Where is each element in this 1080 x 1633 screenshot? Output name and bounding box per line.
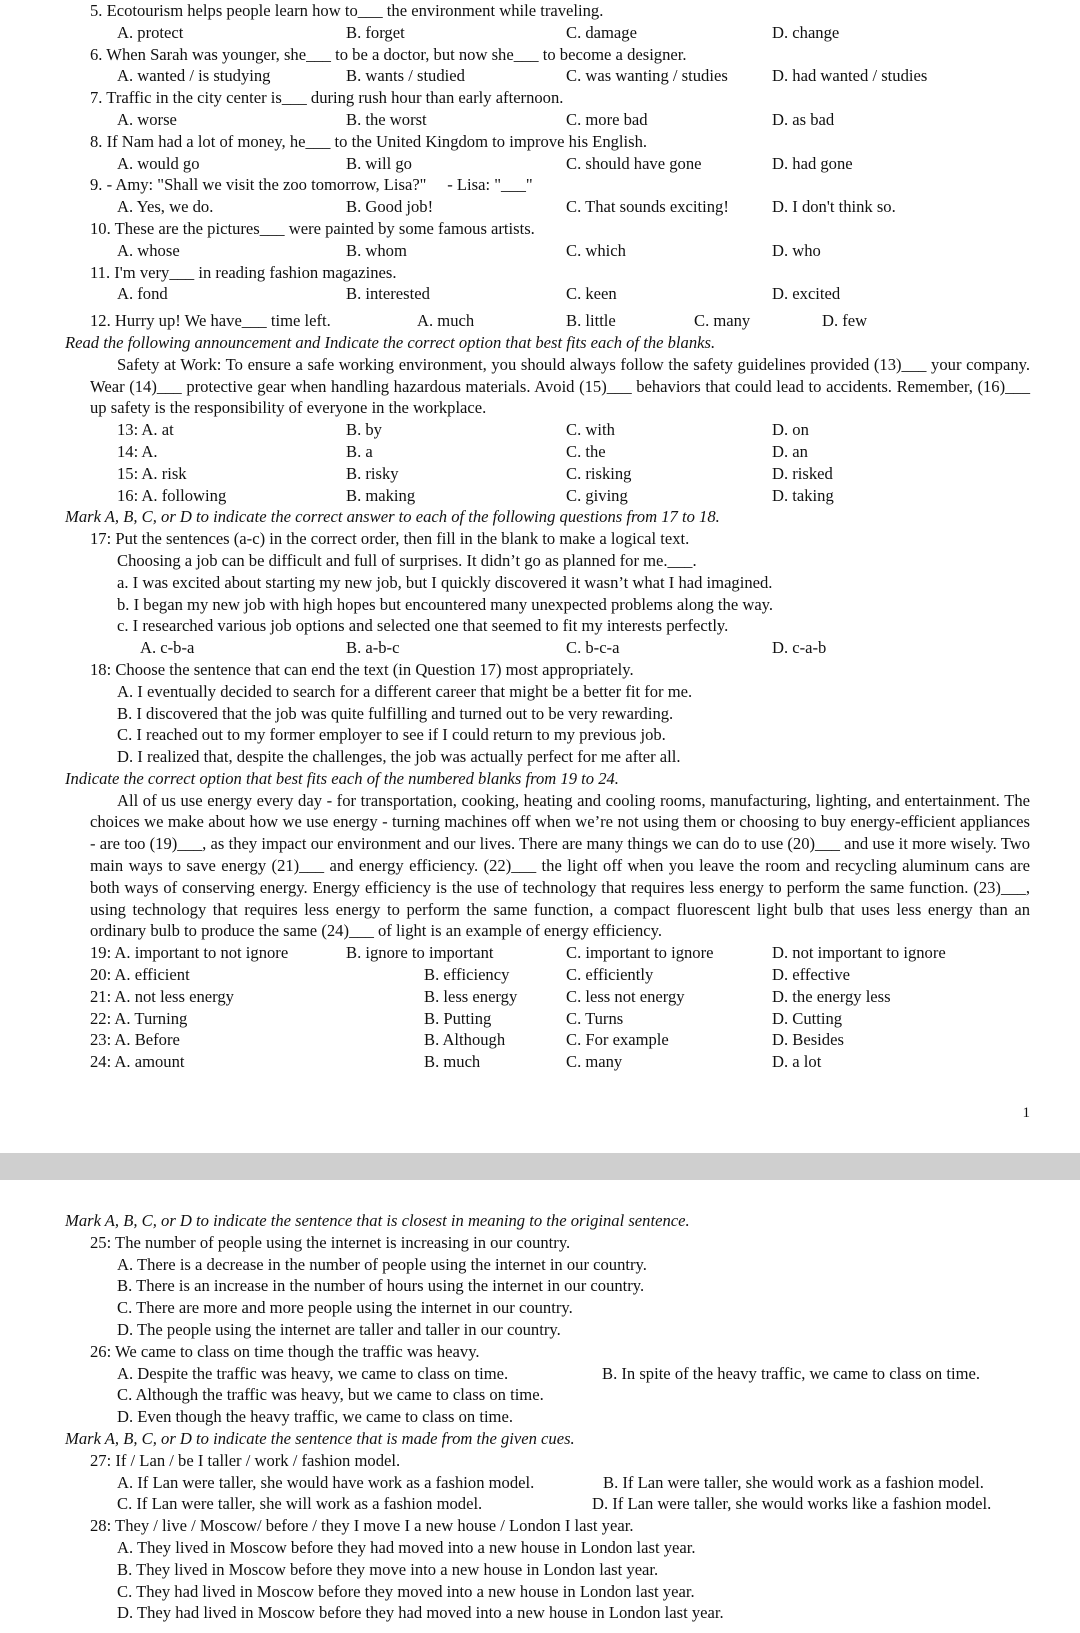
option-d: D. had wanted / studies	[772, 66, 928, 86]
option-d: D. on	[772, 420, 809, 440]
question-24-options	[0, 1051, 1080, 1073]
option-d: D. If Lan were taller, she would works like a fashion model.	[592, 1494, 992, 1514]
question-12-row	[0, 310, 1080, 332]
option-d: D. The people using the internet are taller and taller in our country.	[117, 1319, 561, 1339]
option-c: C. giving	[566, 485, 628, 505]
option-a: 23: A. Before	[90, 1030, 180, 1050]
question-12-stem: 12. Hurry up! We have___ time left.	[90, 311, 331, 331]
option-a: A. Yes, we do.	[117, 197, 214, 217]
option-c: C. damage	[566, 22, 637, 42]
question-26-options-ab	[0, 1363, 1080, 1385]
option-b: B. whom	[346, 240, 407, 260]
question-7-options	[0, 109, 1080, 131]
option-c: C. That sounds exciting!	[566, 197, 729, 217]
option-a: A. They lived in Moscow before they had moved into a new house in London last year.	[117, 1537, 696, 1557]
option-b: B. I discovered that the job was quite fulfilling and turned out to be very rewarding.	[117, 703, 674, 723]
passage-19-24: All of us use energy every day - for transportation, cooking, heating and cooling rooms, manufacturing, lighting, and entertainment. The choices we make about how we use energy - turning machines off when we’re not using them or choosing to buy energy-efficient appliances - are too (19)___, as they impact our environment and our lives. There are many things we can do to use (20)___ and use it more wisely. Two main ways to save energy (21)___ and energy efficiency. (22)___ the light off when you leave the room and recycling aluminum cans are both ways of conserving energy. Energy efficiency is the use of technology that requires less energy to perform the same function. (23)___, using technology that requires less energy to perform the same function, a compact fluorescent light bulb that uses less energy than an ordinary bulb to produce the same (24)___ of light is an example of energy efficiency.	[90, 790, 1030, 941]
question-18-stem: 18: Choose the sentence that can end the text (in Question 17) most appropriately.	[90, 659, 634, 679]
option-c: C. the	[566, 441, 606, 461]
option-c: C. more bad	[566, 109, 648, 129]
option-b: B. They lived in Moscow before they move into a new house in London last year.	[117, 1559, 659, 1579]
question-28-stem: 28: They / live / Moscow/ before / they I move I a new house / London I last year.	[90, 1516, 634, 1536]
option-c: C. There are more and more people using the internet in our country.	[117, 1298, 573, 1318]
question-15-options	[0, 463, 1080, 485]
question-19-options	[0, 942, 1080, 964]
option-a: A. would go	[117, 153, 200, 173]
option-d: D. taking	[772, 485, 834, 505]
option-a: A. c-b-a	[140, 638, 195, 658]
question-27-options-ab	[0, 1472, 1080, 1494]
option-a: A. Despite the traffic was heavy, we came to class on time.	[117, 1363, 509, 1383]
instruction-27-28: Mark A, B, C, or D to indicate the sentence that is made from the given cues.	[65, 1428, 575, 1448]
option-c: C. Turns	[566, 1008, 624, 1028]
question-17-line: b. I began my new job with high hopes but encountered many unexpected problems along the way.	[117, 594, 774, 614]
option-a: 14: A.	[117, 441, 158, 461]
question-8-stem: 8. If Nam had a lot of money, he___ to the United Kingdom to improve his English.	[90, 131, 648, 151]
question-6-options	[0, 65, 1080, 87]
instruction-17-18: Mark A, B, C, or D to indicate the correct answer to each of the following questions from 17 to 18.	[65, 507, 720, 527]
option-b: B. efficiency	[424, 965, 510, 985]
option-b: B. a	[346, 441, 373, 461]
question-10-options	[0, 240, 1080, 262]
option-d: D. excited	[772, 284, 841, 304]
option-b: B. If Lan were taller, she would work as a fashion model.	[603, 1472, 984, 1492]
option-a: A. fond	[117, 284, 168, 304]
option-c: C. risking	[566, 463, 632, 483]
option-b: B. forget	[346, 22, 405, 42]
option-d: D. the energy less	[772, 986, 891, 1006]
option-d: D. change	[772, 22, 840, 42]
option-d: D. Besides	[772, 1030, 844, 1050]
question-5-stem: 5. Ecotourism helps people learn how to___ the environment while traveling.	[90, 1, 604, 20]
question-7-stem: 7. Traffic in the city center is___ during rush hour than early afternoon.	[90, 88, 564, 108]
question-17-stem: 17: Put the sentences (a-c) in the correct order, then fill in the blank to make a logical text.	[90, 529, 690, 549]
option-c: C. If Lan were taller, she will work as a fashion model.	[117, 1494, 483, 1514]
option-b: B. a-b-c	[346, 638, 400, 658]
option-c: C. efficiently	[566, 965, 654, 985]
question-6-stem: 6. When Sarah was younger, she___ to be a doctor, but now she___ to become a designer.	[90, 44, 687, 64]
instruction-13-16: Read the following announcement and Indicate the correct option that best fits each of the blanks.	[65, 332, 716, 352]
option-b: B. Although	[424, 1030, 506, 1050]
option-a: A. I eventually decided to search for a different career that might be a better fit for me.	[117, 681, 693, 701]
option-d: D. who	[772, 240, 821, 260]
option-b: B. wants / studied	[346, 66, 465, 86]
option-b: B. Good job!	[346, 197, 434, 217]
question-16-options	[0, 485, 1080, 507]
option-b: B. Putting	[424, 1008, 492, 1028]
question-11-stem: 11. I'm very___ in reading fashion magazines.	[90, 262, 397, 282]
instruction-25-26: Mark A, B, C, or D to indicate the sentence that is closest in meaning to the original sentence.	[65, 1211, 690, 1230]
option-a: A. There is a decrease in the number of people using the internet in our country.	[117, 1254, 647, 1274]
option-c: C. with	[566, 420, 615, 440]
option-b: B. will go	[346, 153, 412, 173]
option-b: B. much	[424, 1052, 481, 1072]
question-9-options	[0, 196, 1080, 218]
option-c: C. which	[566, 240, 626, 260]
question-5-options	[0, 22, 1080, 44]
option-a: 19: A. important to not ignore	[90, 943, 289, 963]
question-10-stem: 10. These are the pictures___ were painted by some famous artists.	[90, 218, 535, 238]
option-d: D. I don't think so.	[772, 197, 896, 217]
question-17-options	[0, 637, 1080, 659]
page-number: 1	[1022, 1105, 1030, 1121]
option-c: C. many	[566, 1052, 623, 1072]
option-a: A. protect	[117, 22, 184, 42]
option-c: C. For example	[566, 1030, 669, 1050]
option-a: 16: A. following	[117, 485, 227, 505]
option-a: 20: A. efficient	[90, 965, 190, 985]
option-b: B. making	[346, 485, 416, 505]
option-c: C. They had lived in Moscow before they moved into a new house in London last year.	[117, 1581, 695, 1601]
option-a: A. much	[417, 311, 475, 331]
option-a: A. whose	[117, 240, 180, 260]
option-a: A. wanted / is studying	[117, 66, 271, 86]
option-d: D. Even though the heavy traffic, we came to class on time.	[117, 1407, 513, 1427]
option-c: C. many	[694, 311, 751, 331]
option-a: 24: A. amount	[90, 1052, 185, 1072]
option-b: B. less energy	[424, 986, 518, 1006]
question-25-stem: 25: The number of people using the internet is increasing in our country.	[90, 1232, 571, 1252]
option-a: 21: A. not less energy	[90, 986, 234, 1006]
option-b: B. In spite of the heavy traffic, we came to class on time.	[602, 1363, 981, 1383]
question-23-options	[0, 1029, 1080, 1051]
option-b: B. the worst	[346, 109, 427, 129]
option-a: A. If Lan were taller, she would have work as a fashion model.	[117, 1472, 535, 1492]
option-b: B. little	[566, 311, 616, 331]
passage-13-16: Safety at Work: To ensure a safe working environment, you should always follow the safety guidelines provided (13)___ your company. Wear (14)___ protective gear when handling hazardous materials. Avoid (15)___ behaviors that could lead to accidents. Remember, (16)___ up safety is the responsibility of everyone in the workplace.	[90, 354, 1030, 418]
option-b: B. by	[346, 420, 382, 440]
option-c: C. keen	[566, 284, 617, 304]
question-21-options	[0, 986, 1080, 1008]
question-17-line: c. I researched various job options and selected one that seemed to fit my interests perfectly.	[117, 616, 729, 636]
option-b: B. ignore to important	[346, 943, 494, 963]
option-a: 22: A. Turning	[90, 1008, 188, 1028]
page-separator	[0, 1153, 1080, 1180]
option-c: C. I reached out to my former employer to see if I could return to my previous job.	[117, 725, 666, 745]
option-a: 13: A. at	[117, 420, 174, 440]
instruction-19-24: Indicate the correct option that best fits each of the numbered blanks from 19 to 24.	[65, 768, 619, 788]
question-17-line: Choosing a job can be difficult and full of surprises. It didn’t go as planned for me.___.	[117, 550, 697, 570]
question-27-options-cd	[0, 1493, 1080, 1515]
option-d: D. a lot	[772, 1052, 822, 1072]
option-c: C. should have gone	[566, 153, 702, 173]
option-b: B. There is an increase in the number of hours using the internet in our country.	[117, 1276, 645, 1296]
option-a: A. worse	[117, 109, 177, 129]
question-27-stem: 27: If / Lan / be I taller / work / fashion model.	[90, 1450, 401, 1470]
question-17-line: a. I was excited about starting my new job, but I quickly discovered it wasn’t what I had imagined.	[117, 572, 773, 592]
question-26-stem: 26: We came to class on time though the traffic was heavy.	[90, 1341, 480, 1361]
option-d: D. They had lived in Moscow before they had moved into a new house in London last year.	[117, 1603, 724, 1623]
option-d: D. c-a-b	[772, 638, 827, 658]
question-20-options	[0, 964, 1080, 986]
exam-page-2	[0, 1180, 1080, 1633]
question-11-options	[0, 283, 1080, 305]
option-d: D. risked	[772, 463, 833, 483]
option-c: C. Although the traffic was heavy, but we came to class on time.	[117, 1385, 544, 1405]
question-8-options	[0, 153, 1080, 175]
option-a: 15: A. risk	[117, 463, 187, 483]
option-b: B. interested	[346, 284, 430, 304]
question-22-options	[0, 1008, 1080, 1030]
question-9-stem: 9. - Amy: "Shall we visit the zoo tomorrow, Lisa?" - Lisa: "___"	[90, 175, 533, 195]
option-d: D. not important to ignore	[772, 943, 946, 963]
option-c: C. b-c-a	[566, 638, 620, 658]
option-d: D. Cutting	[772, 1008, 843, 1028]
option-d: D. few	[822, 311, 868, 331]
option-d: D. an	[772, 441, 808, 461]
option-d: D. effective	[772, 965, 851, 985]
option-c: C. important to ignore	[566, 943, 714, 963]
option-c: C. was wanting / studies	[566, 66, 728, 86]
option-d: D. had gone	[772, 153, 853, 173]
option-d: D. I realized that, despite the challenges, the job was actually perfect for me after all.	[117, 747, 681, 767]
question-13-options	[0, 419, 1080, 441]
option-b: B. risky	[346, 463, 399, 483]
question-14-options	[0, 441, 1080, 463]
option-c: C. less not energy	[566, 986, 685, 1006]
option-d: D. as bad	[772, 109, 835, 129]
